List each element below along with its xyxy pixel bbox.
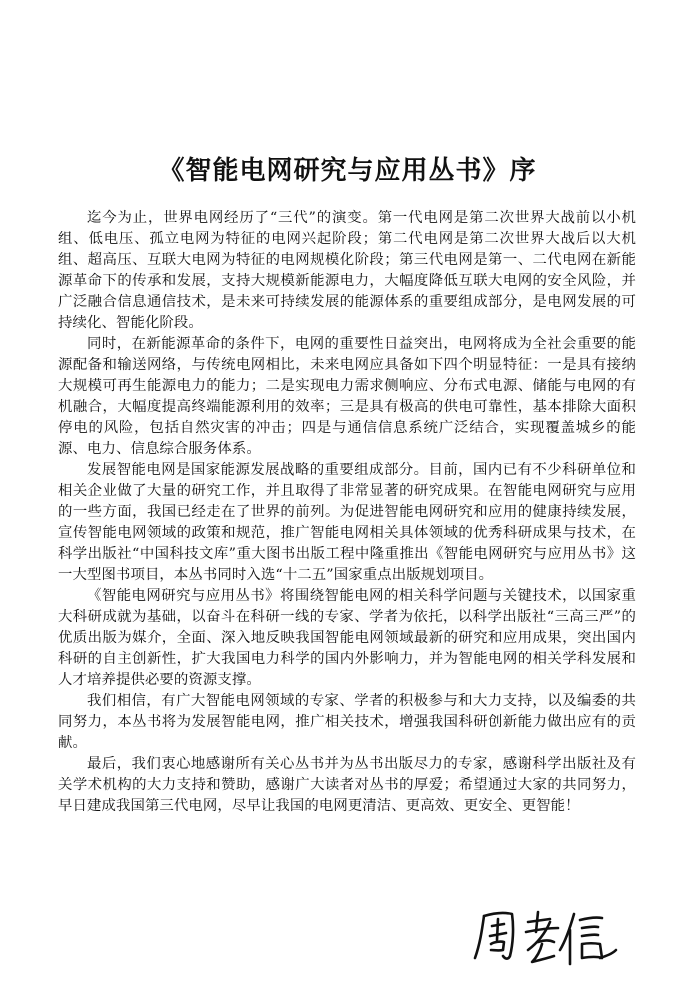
paragraph-5: 我们相信，有广大智能电网领域的专家、学者的积极参与和大力支持，以及编委的共同努力，本丛书将为发展智能电网，推广相关技术，增强我国科研创新能力做出应有的贡献。 (58, 693, 636, 751)
preface-title: 《智能电网研究与应用丛书》序 (158, 156, 537, 186)
preface-body (58, 208, 636, 817)
paragraph-6: 最后，我们衷心地感谢所有关心丛书并为丛书出版尽力的专家，感谢科学出版社及有关学术机构的大力支持和赞助，感谢广大读者对丛书的厚爱；希望通过大家的共同努力，早日建成我国第三代电网，尽早让我国的电网更清洁、更高效、更安全、更智能！ (58, 756, 636, 814)
paragraph-4: 《智能电网研究与应用丛书》将围绕智能电网的相关科学问题与关键技术，以国家重大科研成就为基础，以奋斗在科研一线的专家、学者为依托，以科学出版社“三高三严”的优质出版为媒介，全面、深入地反映我国智能电网领域最新的研究和应用成果，突出国内科研的自主创新性，扩大我国电力科学的国内外影响力，并为智能电网的相关学科发展和人才培养提供必要的资源支撑。 (58, 588, 636, 688)
paragraph-2: 同时，在新能源革命的条件下，电网的重要性日益突出，电网将成为全社会重要的能源配备和输送网络，与传统电网相比，未来电网应具备如下四个明显特征：一是具有接纳大规模可再生能源电力的能力；二是实现电力需求侧响应、分布式电源、储能与电网的有机融合，大幅度提高终端能源利用的效率；三是具有极高的供电可靠性，基本排除大面积停电的风险，包括自然灾害的冲击；四是与通信信息系统广泛结合，实现覆盖城乡的能源、电力、信息综合服务体系。 (58, 336, 636, 457)
handwritten-signature (470, 900, 620, 970)
paragraph-1: 迄今为止，世界电网经历了“三代”的演变。第一代电网是第二次世界大战前以小机组、低电压、孤立电网为特征的电网兴起阶段；第二代电网是第二次世界大战后以大机组、超高压、互联大电网为特征的电网规模化阶段；第三代电网是第一、二代电网在新能源革命下的传承和发展，支持大规模新能源电力，大幅度降低互联大电网的安全风险，并广泛融合信息通信技术，是未来可持续发展的能源体系的重要组成部分，是电网发展的可持续化、智能化阶段。 (58, 210, 636, 331)
paragraph-3: 发展智能电网是国家能源发展战略的重要组成部分。目前，国内已有不少科研单位和相关企业做了大量的研究工作，并且取得了非常显著的研究成果。在智能电网研究与应用的一些方面，我国已经走在了世界的前列。为促进智能电网研究和应用的健康持续发展，宣传智能电网领域的政策和规范，推广智能电网相关具体领域的优秀科研成果与技术，在科学出版社“中国科技文库”重大图书出版工程中隆重推出《智能电网研究与应用丛书》这一大型图书项目，本丛书同时入选“十二五”国家重点出版规划项目。 (58, 462, 636, 583)
